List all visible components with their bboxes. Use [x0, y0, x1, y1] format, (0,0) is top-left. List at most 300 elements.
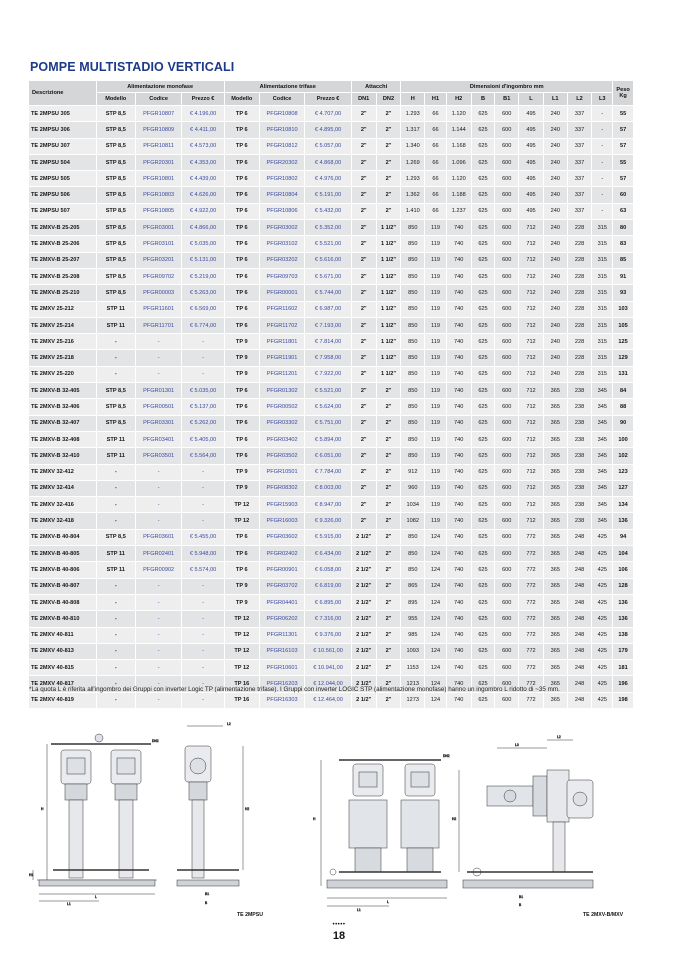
row-description: TE 2MXV 25-216	[29, 334, 96, 350]
table-cell: 600	[495, 171, 519, 187]
table-cell: 712	[519, 350, 544, 366]
table-cell: 712	[519, 285, 544, 301]
table-cell: -	[182, 627, 224, 643]
table-row	[29, 562, 634, 578]
table-cell: € 5.405,00	[182, 431, 224, 447]
table-cell: -	[135, 676, 181, 692]
table-cell: 100	[613, 431, 634, 447]
table-cell: 124	[425, 529, 447, 545]
table-cell: PFGR03601	[135, 529, 181, 545]
table-row	[29, 366, 634, 382]
row-description: TE 2MXV-B 40-804	[29, 529, 96, 545]
table-cell: 625	[471, 252, 495, 268]
table-cell: -	[135, 497, 181, 513]
table-cell: € 4.573,00	[182, 138, 224, 154]
table-cell: 1 1/2"	[376, 252, 401, 268]
table-cell: 2"	[376, 676, 401, 692]
label-l-mxv: L	[387, 900, 389, 904]
table-cell: 740	[446, 431, 471, 447]
table-cell: 2 1/2"	[351, 529, 376, 545]
table-cell: 365	[543, 415, 567, 431]
label-l1: L1	[67, 902, 71, 906]
table-cell: 600	[495, 562, 519, 578]
table-cell: 365	[543, 383, 567, 399]
table-cell: 128	[613, 578, 634, 594]
table-cell: 740	[446, 660, 471, 676]
table-cell: 600	[495, 415, 519, 431]
table-cell: PFGR10804	[259, 187, 304, 203]
table-cell: 740	[446, 562, 471, 578]
table-cell: 365	[543, 464, 567, 480]
table-row	[29, 106, 634, 122]
subheader-cell: L	[519, 93, 544, 106]
table-cell: 625	[471, 138, 495, 154]
table-cell: 850	[401, 350, 425, 366]
table-cell: 181	[613, 660, 634, 676]
table-cell: 315	[592, 220, 613, 236]
table-cell: 600	[495, 497, 519, 513]
table-cell: 712	[519, 334, 544, 350]
table-cell: 912	[401, 464, 425, 480]
table-cell: 2 1/2"	[351, 578, 376, 594]
table-cell: € 5.352,00	[305, 220, 352, 236]
table-row	[29, 268, 634, 284]
table-cell: 495	[519, 171, 544, 187]
table-cell: 850	[401, 562, 425, 578]
table-cell: 625	[471, 301, 495, 317]
table-cell: 850	[401, 236, 425, 252]
table-row	[29, 301, 634, 317]
table-cell: 850	[401, 529, 425, 545]
table-cell: 1.120	[446, 106, 471, 122]
table-cell: € 4.626,00	[182, 187, 224, 203]
table-cell: € 5.521,00	[305, 236, 352, 252]
table-cell: 2"	[351, 220, 376, 236]
table-cell: 1.362	[401, 187, 425, 203]
table-row	[29, 578, 634, 594]
table-cell: 625	[471, 627, 495, 643]
table-cell: 1.188	[446, 187, 471, 203]
table-cell: 2"	[351, 431, 376, 447]
table-cell: 240	[543, 317, 567, 333]
table-cell: 337	[567, 171, 592, 187]
table-cell: PFGR03201	[135, 252, 181, 268]
table-cell: 240	[543, 301, 567, 317]
table-cell: 124	[425, 692, 447, 708]
table-cell: 248	[567, 676, 592, 692]
label-l2-mxv: L2	[557, 735, 561, 739]
table-cell: 2"	[376, 138, 401, 154]
table-cell: 740	[446, 643, 471, 659]
subheader-cell: H1	[425, 93, 447, 106]
table-cell: PFGR10812	[259, 138, 304, 154]
table-cell: 119	[425, 399, 447, 415]
table-cell: € 8.003,00	[305, 480, 352, 496]
table-cell: 712	[519, 431, 544, 447]
table-cell: 2"	[351, 497, 376, 513]
table-cell: 240	[543, 187, 567, 203]
table-cell: 365	[543, 448, 567, 464]
table-cell: € 10.561,00	[305, 643, 352, 659]
table-cell: -	[182, 497, 224, 513]
table-cell: TP 6	[224, 529, 259, 545]
table-cell: 712	[519, 464, 544, 480]
table-cell: 238	[567, 497, 592, 513]
table-cell: 124	[425, 611, 447, 627]
table-cell: 2"	[351, 122, 376, 138]
table-cell: -	[135, 464, 181, 480]
table-cell: 85	[613, 252, 634, 268]
subheader-cell: Modello	[224, 93, 259, 106]
table-cell: 425	[592, 627, 613, 643]
table-cell: -	[135, 643, 181, 659]
table-cell: 1 1/2"	[376, 350, 401, 366]
table-cell: 712	[519, 236, 544, 252]
table-cell: STP 8,5	[96, 138, 135, 154]
table-cell: € 4.411,00	[182, 122, 224, 138]
table-cell: 495	[519, 203, 544, 219]
table-cell: 600	[495, 676, 519, 692]
table-cell: STP 11	[96, 317, 135, 333]
table-cell: TP 12	[224, 627, 259, 643]
table-cell: 850	[401, 252, 425, 268]
table-cell: 119	[425, 268, 447, 284]
table-cell: 124	[425, 676, 447, 692]
table-cell: 1 1/2"	[376, 334, 401, 350]
table-cell: 240	[543, 154, 567, 170]
table-cell: 138	[613, 627, 634, 643]
table-cell: 712	[519, 220, 544, 236]
table-cell: 625	[471, 122, 495, 138]
table-cell: 495	[519, 122, 544, 138]
table-cell: 66	[425, 122, 447, 138]
table-cell: STP 11	[96, 546, 135, 562]
table-cell: 136	[613, 594, 634, 610]
table-cell: € 4.868,00	[305, 154, 352, 170]
table-cell: PFGR03501	[135, 448, 181, 464]
header-peso-label: Peso	[616, 87, 630, 93]
table-cell: 625	[471, 285, 495, 301]
table-cell: 625	[471, 448, 495, 464]
header-group-dimensioni: Dimensioni d'ingombro mm	[401, 81, 613, 93]
table-cell: -	[135, 350, 181, 366]
page-dots: •••••	[332, 922, 346, 928]
table-cell: 80	[613, 220, 634, 236]
table-cell: € 7.958,00	[305, 350, 352, 366]
table-cell: € 5.671,00	[305, 268, 352, 284]
table-cell: 625	[471, 334, 495, 350]
table-row	[29, 383, 634, 399]
table-cell: -	[96, 627, 135, 643]
table-cell: STP 11	[96, 448, 135, 464]
table-row	[29, 285, 634, 301]
table-row	[29, 611, 634, 627]
table-cell: 337	[567, 122, 592, 138]
table-cell: 625	[471, 431, 495, 447]
table-cell: PFGR20302	[259, 154, 304, 170]
table-cell: TP 9	[224, 366, 259, 382]
table-cell: STP 11	[96, 562, 135, 578]
table-cell: 740	[446, 350, 471, 366]
table-cell: -	[182, 350, 224, 366]
table-cell: 66	[425, 171, 447, 187]
table-cell: 57	[613, 171, 634, 187]
table-cell: 248	[567, 627, 592, 643]
label-dn2-mxv: DN2	[443, 754, 450, 758]
table-cell: 63	[613, 203, 634, 219]
table-cell: 960	[401, 480, 425, 496]
table-cell: 2"	[376, 154, 401, 170]
table-cell: € 5.137,00	[182, 399, 224, 415]
table-cell: 94	[613, 529, 634, 545]
subheader-cell: L2	[567, 93, 592, 106]
table-cell: 2 1/2"	[351, 546, 376, 562]
table-cell: PFGR03602	[259, 529, 304, 545]
price-table	[29, 81, 634, 709]
table-cell: € 5.219,00	[182, 268, 224, 284]
table-cell: 425	[592, 562, 613, 578]
table-row	[29, 138, 634, 154]
table-body	[29, 106, 634, 709]
table-cell: 2 1/2"	[351, 643, 376, 659]
table-row	[29, 529, 634, 545]
table-cell: 66	[425, 106, 447, 122]
table-cell: 740	[446, 529, 471, 545]
table-cell: 740	[446, 317, 471, 333]
table-cell: 2"	[351, 154, 376, 170]
table-cell: PFGR20301	[135, 154, 181, 170]
table-cell: 2"	[376, 415, 401, 431]
table-cell: -	[592, 203, 613, 219]
table-cell: 2"	[376, 692, 401, 708]
row-description: TE 2MXV-B 40-808	[29, 594, 96, 610]
table-cell: € 4.353,00	[182, 154, 224, 170]
table-cell: 124	[425, 643, 447, 659]
table-cell: 102	[613, 448, 634, 464]
subheader-cell: H2	[446, 93, 471, 106]
table-cell: -	[182, 660, 224, 676]
table-cell: 228	[567, 301, 592, 317]
table-cell: 740	[446, 252, 471, 268]
table-cell: PFGR11201	[259, 366, 304, 382]
table-cell: 712	[519, 366, 544, 382]
table-cell: 55	[613, 106, 634, 122]
table-cell: € 9.326,00	[305, 513, 352, 529]
table-cell: 228	[567, 350, 592, 366]
table-cell: PFGR10808	[259, 106, 304, 122]
row-description: TE 2MPSU 504	[29, 154, 96, 170]
caption-2mpsu: TE 2MPSU	[237, 912, 263, 918]
table-cell: 119	[425, 383, 447, 399]
table-cell: STP 8,5	[96, 399, 135, 415]
table-cell: 2"	[351, 268, 376, 284]
table-cell: € 12.464,00	[305, 692, 352, 708]
subheader-row	[29, 93, 634, 106]
table-cell: 772	[519, 660, 544, 676]
subheader-cell: B1	[495, 93, 519, 106]
table-cell: € 4.976,00	[305, 171, 352, 187]
table-cell: 600	[495, 431, 519, 447]
subheader-cell: Prezzo €	[305, 93, 352, 106]
table-cell: -	[135, 366, 181, 382]
table-cell: PFGR10805	[135, 203, 181, 219]
table-cell: -	[592, 187, 613, 203]
table-cell: 131	[613, 366, 634, 382]
table-cell: 57	[613, 138, 634, 154]
table-cell: 248	[567, 643, 592, 659]
table-cell: 600	[495, 578, 519, 594]
table-cell: 127	[613, 480, 634, 496]
table-cell: 2 1/2"	[351, 627, 376, 643]
table-cell: 2"	[376, 464, 401, 480]
table-cell: 600	[495, 350, 519, 366]
table-cell: 1 1/2"	[376, 366, 401, 382]
table-cell: STP 8,5	[96, 268, 135, 284]
table-cell: 240	[543, 203, 567, 219]
table-cell: TP 6	[224, 448, 259, 464]
table-row	[29, 317, 634, 333]
table-cell: PFGR11601	[135, 301, 181, 317]
table-cell: 248	[567, 660, 592, 676]
table-cell: 1034	[401, 497, 425, 513]
table-cell: 104	[613, 546, 634, 562]
table-cell: 740	[446, 594, 471, 610]
table-cell: 2"	[376, 562, 401, 578]
table-cell: 2"	[351, 285, 376, 301]
table-cell: 712	[519, 480, 544, 496]
table-cell: TP 9	[224, 578, 259, 594]
table-cell: € 6.987,00	[305, 301, 352, 317]
table-cell: 2 1/2"	[351, 660, 376, 676]
table-cell: 1 1/2"	[376, 220, 401, 236]
table-cell: PFGR01301	[135, 383, 181, 399]
table-cell: 712	[519, 513, 544, 529]
table-cell: PFGR04401	[259, 594, 304, 610]
row-description: TE 2MXV 32-414	[29, 480, 96, 496]
table-cell: € 10.941,00	[305, 660, 352, 676]
table-cell: 2"	[376, 480, 401, 496]
table-cell: 119	[425, 513, 447, 529]
table-cell: 124	[425, 594, 447, 610]
table-cell: 850	[401, 285, 425, 301]
table-cell: PFGR03202	[259, 252, 304, 268]
table-cell: € 5.035,00	[182, 236, 224, 252]
table-cell: STP 8,5	[96, 171, 135, 187]
table-cell: € 6.434,00	[305, 546, 352, 562]
table-cell: 1.237	[446, 203, 471, 219]
table-cell: 315	[592, 366, 613, 382]
table-cell: STP 8,5	[96, 285, 135, 301]
row-description: TE 2MXV 25-218	[29, 350, 96, 366]
table-cell: TP 16	[224, 676, 259, 692]
table-cell: € 5.262,00	[182, 415, 224, 431]
table-cell: 83	[613, 236, 634, 252]
table-header	[29, 81, 634, 106]
subheader-cell: L1	[543, 93, 567, 106]
table-cell: 1.410	[401, 203, 425, 219]
table-cell: 425	[592, 594, 613, 610]
table-cell: 2"	[351, 383, 376, 399]
table-cell: 240	[543, 122, 567, 138]
table-cell: 625	[471, 220, 495, 236]
table-cell: 124	[425, 660, 447, 676]
subheader-cell: Modello	[96, 93, 135, 106]
header-peso-unit: Kg	[619, 93, 627, 99]
table-cell: 625	[471, 383, 495, 399]
table-cell: 2"	[376, 383, 401, 399]
table-cell: 625	[471, 692, 495, 708]
table-cell: 600	[495, 627, 519, 643]
table-cell: 772	[519, 529, 544, 545]
table-cell: -	[182, 643, 224, 659]
table-cell: PFGR11701	[135, 317, 181, 333]
table-cell: 2"	[376, 643, 401, 659]
table-cell: 625	[471, 317, 495, 333]
table-cell: 625	[471, 203, 495, 219]
table-cell: 625	[471, 171, 495, 187]
table-cell: -	[96, 660, 135, 676]
table-cell: 712	[519, 383, 544, 399]
table-cell: 625	[471, 643, 495, 659]
table-row	[29, 203, 634, 219]
table-cell: 625	[471, 106, 495, 122]
table-cell: 2"	[376, 448, 401, 464]
table-cell: 2"	[376, 578, 401, 594]
table-cell: 119	[425, 480, 447, 496]
table-cell: 66	[425, 154, 447, 170]
table-cell: 238	[567, 480, 592, 496]
table-cell: 365	[543, 529, 567, 545]
table-cell: TP 6	[224, 546, 259, 562]
table-cell: 2"	[351, 187, 376, 203]
table-cell: 315	[592, 268, 613, 284]
table-cell: 240	[543, 252, 567, 268]
table-row	[29, 448, 634, 464]
table-cell: 2"	[376, 106, 401, 122]
table-cell: 248	[567, 529, 592, 545]
table-cell: 240	[543, 334, 567, 350]
table-cell: 1.293	[401, 171, 425, 187]
table-cell: 2"	[351, 334, 376, 350]
table-cell: € 7.814,00	[305, 334, 352, 350]
table-cell: 2"	[376, 399, 401, 415]
table-cell: -	[182, 578, 224, 594]
table-cell: 240	[543, 138, 567, 154]
label-h2-mxv: H2	[452, 817, 457, 821]
table-cell: 740	[446, 334, 471, 350]
table-cell: PFGR00003	[135, 285, 181, 301]
table-cell: 600	[495, 285, 519, 301]
table-cell: 337	[567, 138, 592, 154]
table-cell: 365	[543, 643, 567, 659]
table-cell: PFGR00501	[135, 399, 181, 415]
table-cell: 2"	[351, 366, 376, 382]
table-cell: 2"	[376, 513, 401, 529]
table-cell: € 7.922,00	[305, 366, 352, 382]
table-row	[29, 154, 634, 170]
table-cell: 600	[495, 546, 519, 562]
table-cell: TP 12	[224, 660, 259, 676]
table-cell: PFGR10811	[135, 138, 181, 154]
header-peso	[613, 81, 634, 106]
row-description: TE 2MXV-B 25-205	[29, 220, 96, 236]
table-cell: PFGR11301	[259, 627, 304, 643]
table-cell: -	[135, 334, 181, 350]
table-row	[29, 334, 634, 350]
table-cell: 119	[425, 236, 447, 252]
table-cell: -	[96, 676, 135, 692]
table-cell: € 4.922,00	[182, 203, 224, 219]
